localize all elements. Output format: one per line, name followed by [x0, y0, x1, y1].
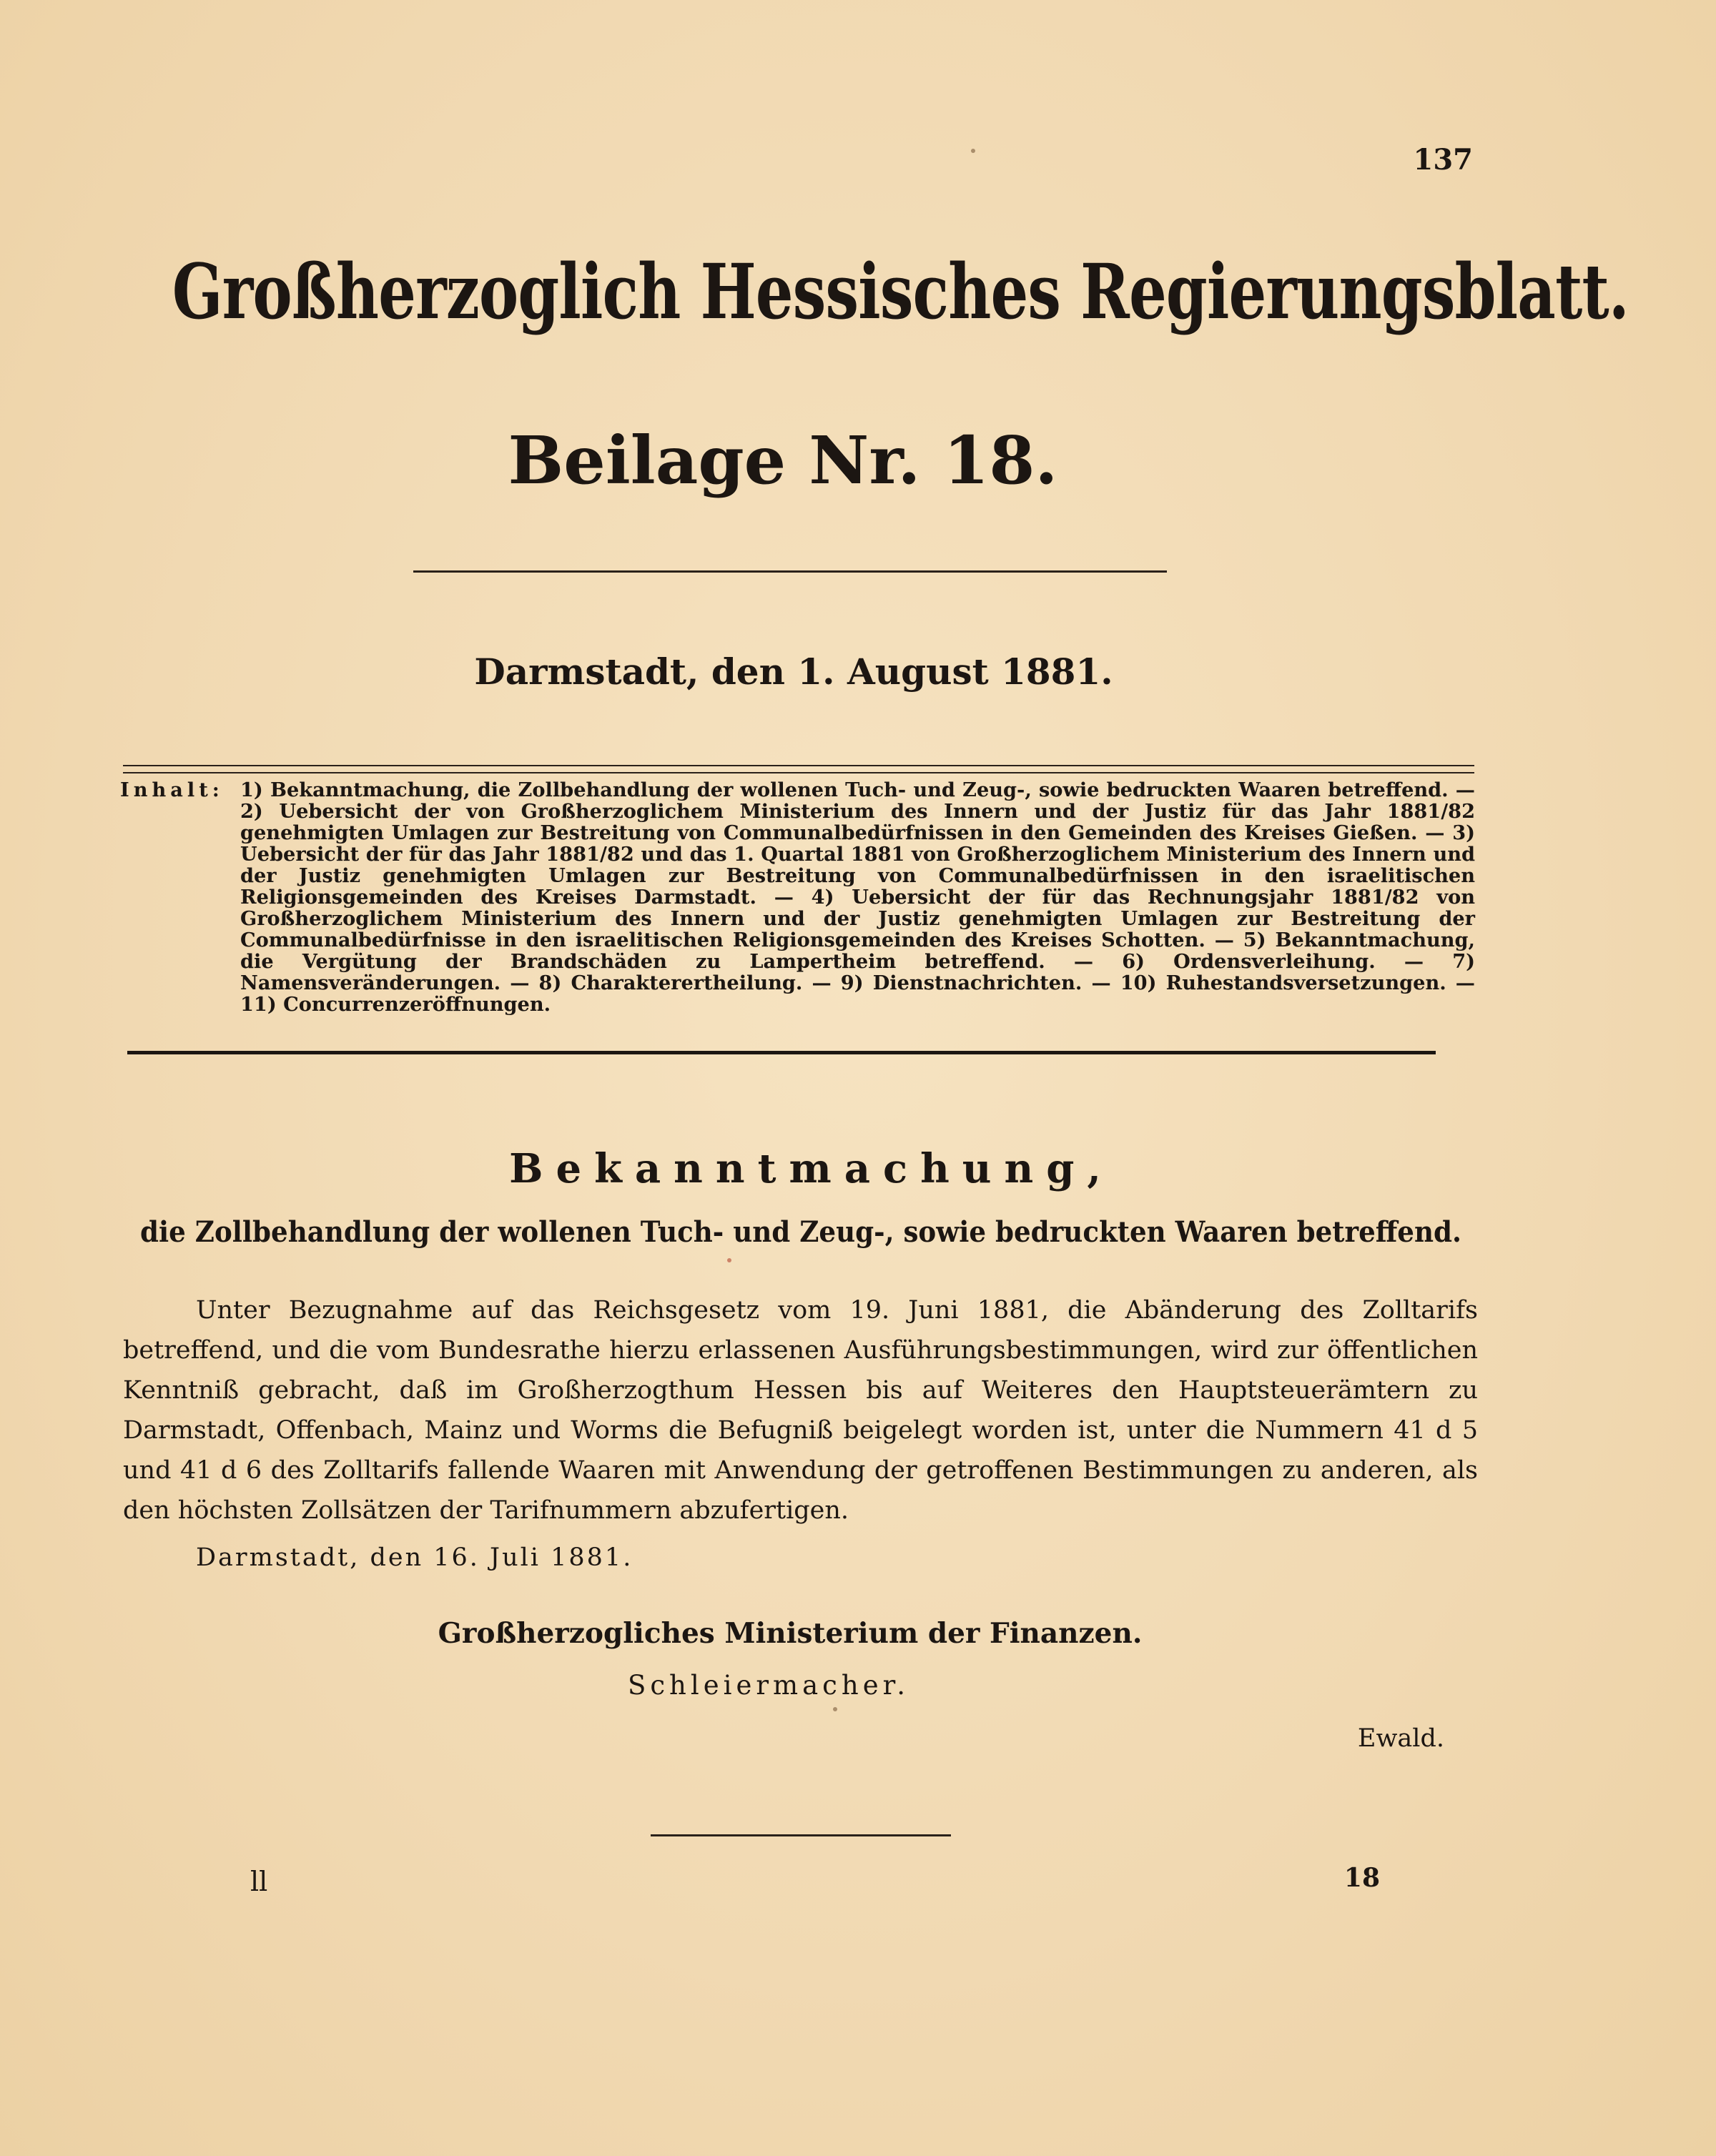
signature: Schleiermacher. — [627, 1670, 910, 1701]
notice-subtitle: die Zollbehandlung der wollenen Tuch- und Zeug-, sowie bedruckten Waaren betreffend. — [140, 1215, 1461, 1249]
toc-text: 1) Bekanntmachung, die Zollbehandlung der wollenen Tuch- und Zeug-, sowie bedruckten Waaren betreffend. — 2) Uebersicht der von Großherzoglichem Ministerium des Innern und der Justiz für das Jahr 1881/82 genehmigten Umlagen zur Bestreitung von Communalbedürfnissen in den Gemeinden des Kreises Gießen. — 3) Uebersicht der für das Jahr 1881/82 und das 1. Quartal 1881 von Großherzoglichem Ministerium des Innern und der Justiz genehmigten Umlagen zur Bestreitung von Communalbedürfnissen in den israelitischen Religionsgemeinden des Kreises Darmstadt. — 4) Uebersicht der für das Rechnungsjahr 1881/82 von Großherzoglichem Ministerium des Innern und der Justiz genehmigten Umlagen zur Bestreitung der Communalbedürfnisse in den israelitischen Religionsgemeinden des Kreises Schotten. — 5) Bekanntmachung, die Vergütung der Brandschäden zu Lampertheim betreffend. — 6) Ordensverleihung. — 7) Namensveränderungen. — 8) Charakterertheilung. — 9) Dienstnachrichten. — 10) Ruhestandsversetzungen. — 11) Concurrenzeröffnungen. — [240, 778, 1475, 1016]
divider — [127, 1051, 1436, 1054]
divider — [123, 765, 1474, 766]
page-number: 137 — [1413, 143, 1473, 177]
footer-sheet-number: 18 — [1343, 1863, 1380, 1893]
notice-place-date: Darmstadt, den 16. Juli 1881. — [196, 1543, 633, 1572]
countersignature: Ewald. — [1357, 1724, 1444, 1753]
footer-signature-mark: ll — [250, 1866, 268, 1897]
paper-speck — [971, 149, 975, 153]
notice-body: Unter Bezugnahme auf das Reichsgesetz vom 19. Juni 1881, die Abänderung des Zolltarifs betreffend, und die vom Bundesrathe hierzu erlassenen Ausführungsbestimmungen, wird zur öffentlichen Kenntniß gebracht, daß im Großherzogthum Hessen bis auf Weiteres den Hauptsteuerämtern zu Darmstadt, Offenbach, Mainz und Worms die Befugniß beigelegt worden ist, unter die Nummern 41 d 5 und 41 d 6 des Zolltarifs fallende Waaren mit Anwendung der getroffenen Bestimmungen zu anderen, als den höchsten Zollsätzen der Tarifnummern abzufertigen. — [123, 1296, 1478, 1525]
paper-speck — [727, 1258, 731, 1262]
supplement-number: Beilage Nr. 18. — [508, 422, 1058, 499]
masthead-title: Großherzoglich Hessisches Regierungsblatt. — [172, 247, 1629, 336]
dateline: Darmstadt, den 1. August 1881. — [474, 651, 1113, 693]
issuing-ministry: Großherzogliches Ministerium der Finanzen. — [438, 1617, 1143, 1650]
divider — [123, 772, 1474, 773]
divider — [651, 1834, 951, 1836]
toc-label: Inhalt: — [120, 778, 224, 801]
table-of-contents — [120, 779, 1475, 1015]
notice-title: Bekanntmachung, — [509, 1145, 1114, 1192]
paper-speck — [833, 1707, 837, 1711]
divider — [413, 570, 1167, 573]
